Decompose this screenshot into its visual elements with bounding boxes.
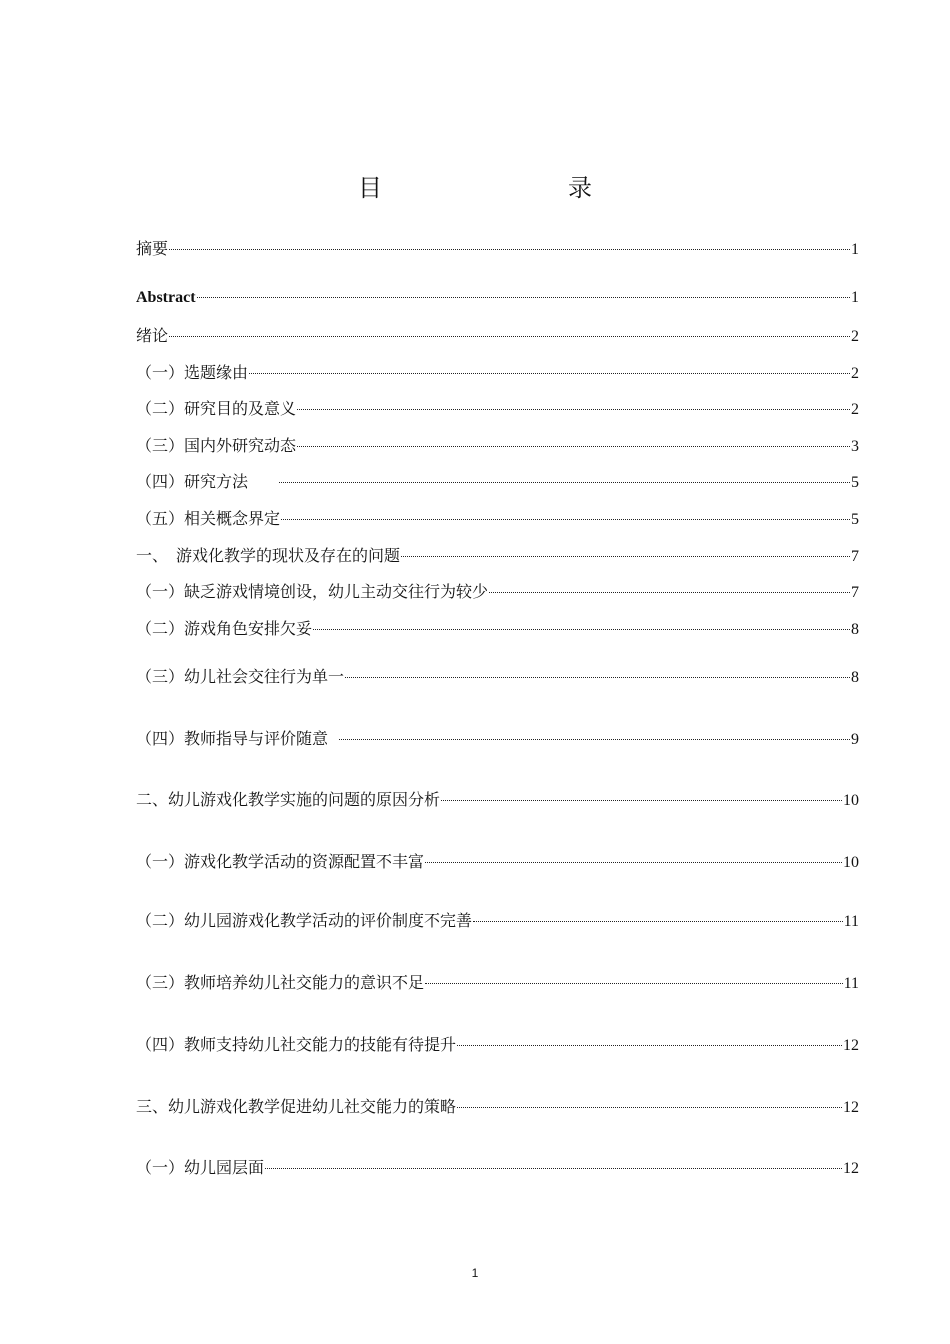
page-footer-number: 1 (471, 1266, 479, 1280)
toc-entry-label: 一、 游戏化教学的现状及存在的问题 (136, 546, 401, 565)
toc-leader-dots (265, 1168, 842, 1169)
toc-leader-dots (169, 249, 850, 250)
toc-entry-page: 5 (851, 511, 859, 528)
toc-entry-page: 7 (851, 548, 859, 565)
toc-entry-ch1-3[interactable] (136, 666, 859, 688)
toc-entry-page: 11 (843, 913, 859, 930)
toc-leader-dots (297, 446, 850, 447)
toc-entry-label: （一）游戏化教学活动的资源配置不丰富 (136, 852, 425, 871)
toc-entry-label: （二）研究目的及意义 (136, 399, 297, 418)
toc-entry-label: （一）缺乏游戏情境创设，幼儿主动交往行为较少 (136, 582, 489, 601)
toc-entry-page: 12 (843, 1099, 859, 1116)
toc-entry-ch2-2[interactable] (136, 910, 859, 932)
toc-entry-page: 2 (851, 401, 859, 418)
toc-leader-dots (249, 373, 850, 374)
toc-leader-dots (197, 297, 850, 298)
toc-entry-label: 摘要 (136, 239, 169, 258)
toc-entry-intro-1[interactable] (136, 362, 859, 384)
toc-entry-ch2-1[interactable] (136, 851, 859, 873)
toc-entry-page: 1 (851, 241, 859, 258)
toc-leader-dots (297, 409, 850, 410)
toc-entry-label: （四）教师指导与评价随意 (136, 729, 329, 748)
toc-entry-page: 10 (843, 792, 859, 809)
toc-entry-ch1-4[interactable] (136, 728, 859, 750)
toc-leader-dots (345, 677, 850, 678)
page-title: 目 录 (358, 174, 638, 202)
toc-entry-label: （三）幼儿社会交往行为单一 (136, 667, 345, 686)
toc-entry-page: 5 (851, 474, 859, 491)
toc-entry-ch2-3[interactable] (136, 972, 859, 994)
toc-leader-dots (425, 862, 842, 863)
toc-entry-ch2-4[interactable] (136, 1034, 859, 1056)
toc-entry-label: 二、幼儿游戏化教学实施的问题的原因分析 (136, 790, 441, 809)
toc-leader-dots (339, 739, 850, 740)
toc-entry-label: （四）研究方法 (136, 472, 249, 491)
toc-entry-label: （二）游戏角色安排欠妥 (136, 619, 313, 638)
toc-entry-label: （三）国内外研究动态 (136, 436, 297, 455)
toc-leader-dots (281, 519, 850, 520)
toc-entry-intro-4[interactable] (136, 471, 859, 493)
toc-entry-label: Abstract (136, 289, 196, 306)
toc-entry-label: （一）选题缘由 (136, 363, 249, 382)
toc-leader-dots (489, 592, 850, 593)
toc-entry-label: （四）教师支持幼儿社交能力的技能有待提升 (136, 1035, 457, 1054)
toc-leader-dots (313, 629, 850, 630)
toc-entry-label: 三、幼儿游戏化教学促进幼儿社交能力的策略 (136, 1097, 457, 1116)
toc-leader-dots (425, 983, 843, 984)
toc-entry-chapter-3[interactable] (136, 1096, 859, 1118)
toc-entry-intro-5[interactable] (136, 508, 859, 530)
toc-entry-page: 1 (851, 289, 859, 306)
toc-entry-page: 8 (851, 669, 859, 686)
toc-entry-page: 10 (843, 854, 859, 871)
toc-leader-dots (401, 556, 850, 557)
toc-leader-dots (457, 1107, 842, 1108)
toc-entry-ch1-2[interactable] (136, 618, 859, 640)
toc-entry-label: （二）幼儿园游戏化教学活动的评价制度不完善 (136, 911, 473, 930)
toc-entry-page: 7 (851, 584, 859, 601)
toc-entry-label: （三）教师培养幼儿社交能力的意识不足 (136, 973, 425, 992)
toc-entry-page: 11 (843, 975, 859, 992)
toc-leader-dots (473, 921, 843, 922)
toc-entry-chapter-2[interactable] (136, 789, 859, 811)
toc-entry-label: （一）幼儿园层面 (136, 1158, 265, 1177)
toc-leader-dots (441, 800, 842, 801)
toc-entry-page: 3 (851, 438, 859, 455)
toc-entry-abstract-cn[interactable] (136, 238, 859, 260)
toc-entry-abstract-en[interactable] (136, 287, 859, 309)
toc-leader-dots (457, 1045, 842, 1046)
toc-entry-page: 2 (851, 365, 859, 382)
toc-leader-dots (279, 482, 850, 483)
toc-entry-label: 绪论 (136, 326, 169, 345)
toc-entry-page: 9 (851, 731, 859, 748)
toc-entry-page: 12 (843, 1037, 859, 1054)
toc-entry-chapter-1[interactable] (136, 545, 859, 567)
toc-entry-page: 8 (851, 621, 859, 638)
toc-entry-intro-3[interactable] (136, 435, 859, 457)
toc-entry-intro-2[interactable] (136, 398, 859, 420)
toc-entry-page: 2 (851, 328, 859, 345)
toc-leader-dots (169, 336, 850, 337)
toc-entry-ch3-1[interactable] (136, 1157, 859, 1179)
toc-entry-page: 12 (843, 1160, 859, 1177)
toc-entry-introduction[interactable] (136, 325, 859, 347)
toc-entry-ch1-1[interactable] (136, 581, 859, 603)
toc-entry-label: （五）相关概念界定 (136, 509, 281, 528)
